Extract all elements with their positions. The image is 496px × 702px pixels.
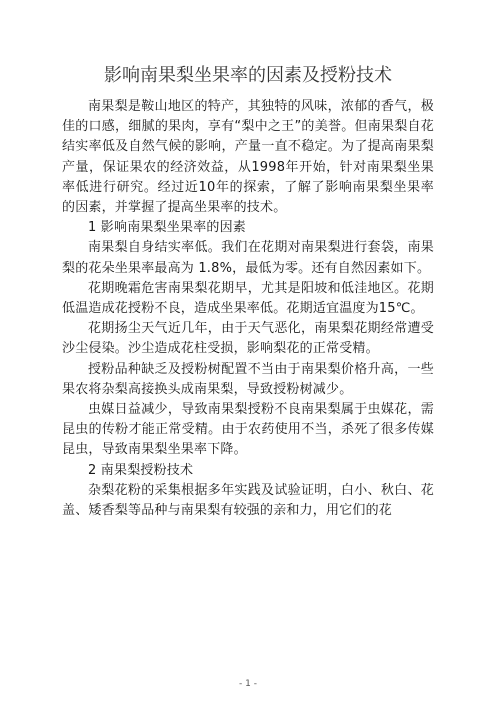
page-number: - 1 - bbox=[239, 679, 257, 689]
document-title: 影响南果梨坐果率的因素及授粉技术 bbox=[104, 65, 392, 86]
paragraph-insect-decline: 虫媒日益减少，导致南果梨授粉不良南果梨属于虫媒花，需昆虫的传粉才能正常受精。由于农药使用不当，杀死了很多传媒昆虫，导致南果梨坐果率下降。 bbox=[62, 402, 434, 458]
document-body bbox=[62, 97, 434, 521]
paragraph-pollen-collection: 杂梨花粉的采集根据多年实践及试验证明，白小、秋白、花盖、矮香梨等品种与南果梨有较强的亲和力，用它们的花 bbox=[62, 482, 434, 519]
paragraph-intro: 南果梨是鞍山地区的特产，其独特的风味，浓郁的香气，极佳的口感，细腻的果肉，享有“梨中之王”的美誉。但南果梨自花结实率低及自然气候的影响，产量一直不稳定。为了提高南果梨产量，保证果农的经济效益，从1998年开始，针对南果梨坐果率低进行研究。经过近10年的探索，了解了影响南果梨坐果率的因素，并掌握了提高坐果率的技术。 bbox=[62, 99, 434, 216]
section-heading-2: 2 南果梨授粉技术 bbox=[88, 462, 194, 478]
paragraph-late-frost: 花期晚霜危害南果梨花期早，尤其是阳坡和低洼地区。花期低温造成花授粉不良，造成坐果率低。花期适宜温度为15℃。 bbox=[62, 280, 434, 317]
paragraph-pollinizer-shortage: 授粉品种缺乏及授粉树配置不当由于南果梨价格升高，一些果农将杂梨高接换头成南果梨，导致授粉树减少。 bbox=[62, 361, 434, 397]
paragraph-dust-weather: 花期扬尘天气近几年，由于天气恶化，南果梨花期经常遭受沙尘侵染。沙尘造成花柱受损，影响梨花的正常受精。 bbox=[62, 321, 434, 357]
paragraph-self-fruiting: 南果梨自身结实率低。我们在花期对南果梨进行套袋，南果梨的花朵坐果率最高为 1.8%，最低为零。还有自然因素如下。 bbox=[62, 240, 434, 276]
section-heading-1: 1 影响南果梨坐果率的因素 bbox=[88, 220, 247, 236]
